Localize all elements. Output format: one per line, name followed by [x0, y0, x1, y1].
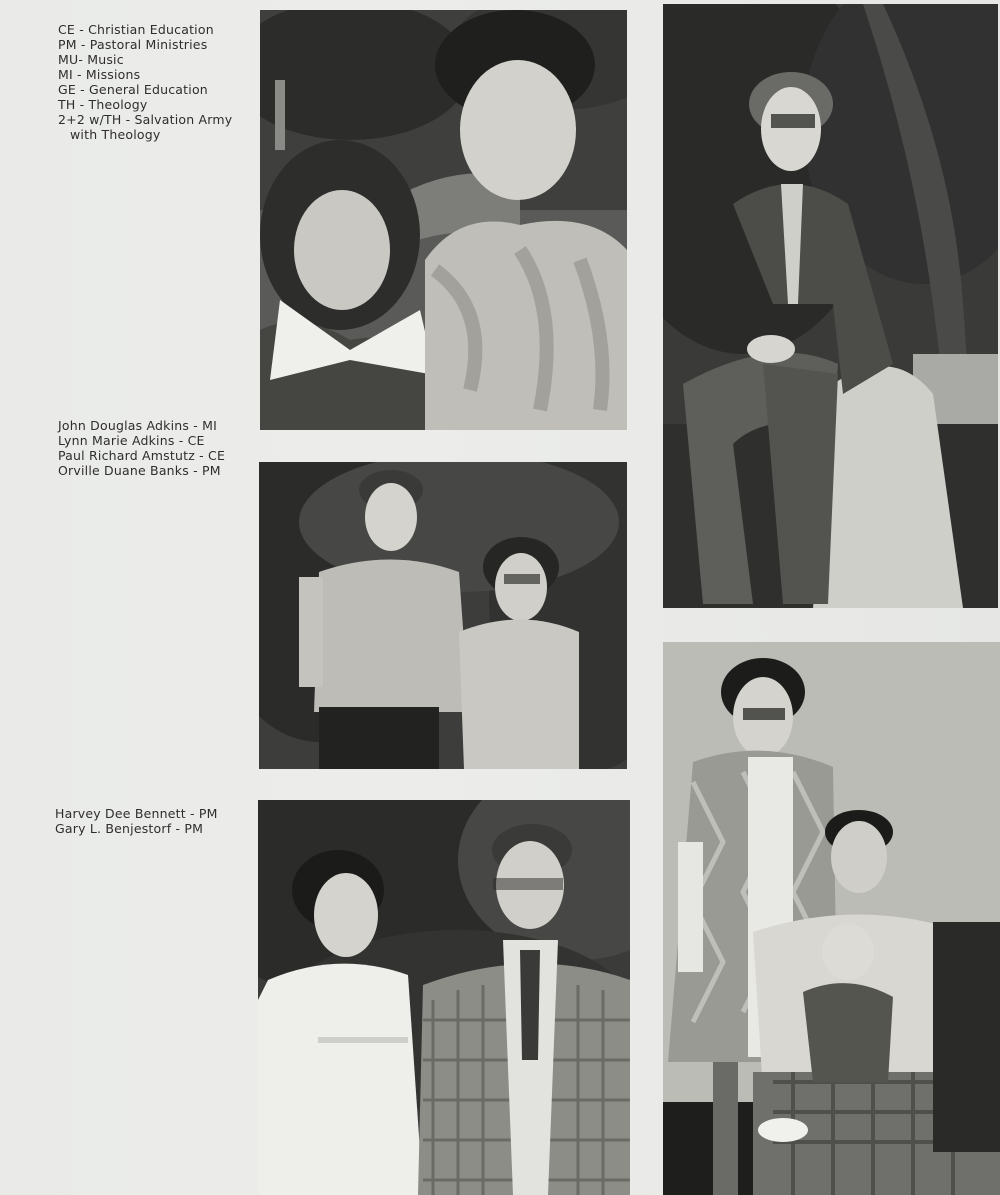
caption-name: Harvey Dee Bennett - PM — [55, 806, 218, 821]
couple-portrait-photo — [260, 10, 627, 430]
caption-names-group-1 — [58, 418, 225, 478]
legend-line: MI - Missions — [58, 67, 141, 82]
legend-line: 2+2 w/TH - Salvation Army — [58, 112, 233, 127]
caption-name: Paul Richard Amstutz - CE — [58, 448, 226, 463]
couple-standing-photo — [259, 462, 627, 769]
legend-line: MU- Music — [58, 52, 124, 67]
man-on-rock-photo — [663, 4, 998, 608]
legend-line: TH - Theology — [58, 97, 148, 112]
photo-illustration — [663, 4, 998, 608]
photo-illustration — [258, 800, 630, 1195]
legend-line: GE - General Education — [58, 82, 208, 97]
legend-line: PM - Pastoral Ministries — [58, 37, 208, 52]
caption-name: Lynn Marie Adkins - CE — [58, 433, 205, 448]
caption-names-group-2 — [55, 806, 218, 836]
program-legend — [58, 22, 232, 142]
family-with-baby-photo — [663, 642, 1000, 1195]
legend-line: with Theology — [70, 127, 161, 142]
photo-illustration — [259, 462, 627, 769]
couple-garden-photo — [258, 800, 630, 1195]
legend-line: CE - Christian Education — [58, 22, 214, 37]
caption-name: Orville Duane Banks - PM — [58, 463, 221, 478]
caption-name: Gary L. Benjestorf - PM — [55, 821, 204, 836]
photo-illustration — [663, 642, 1000, 1195]
caption-name: John Douglas Adkins - MI — [58, 418, 218, 433]
photo-illustration — [260, 10, 627, 430]
